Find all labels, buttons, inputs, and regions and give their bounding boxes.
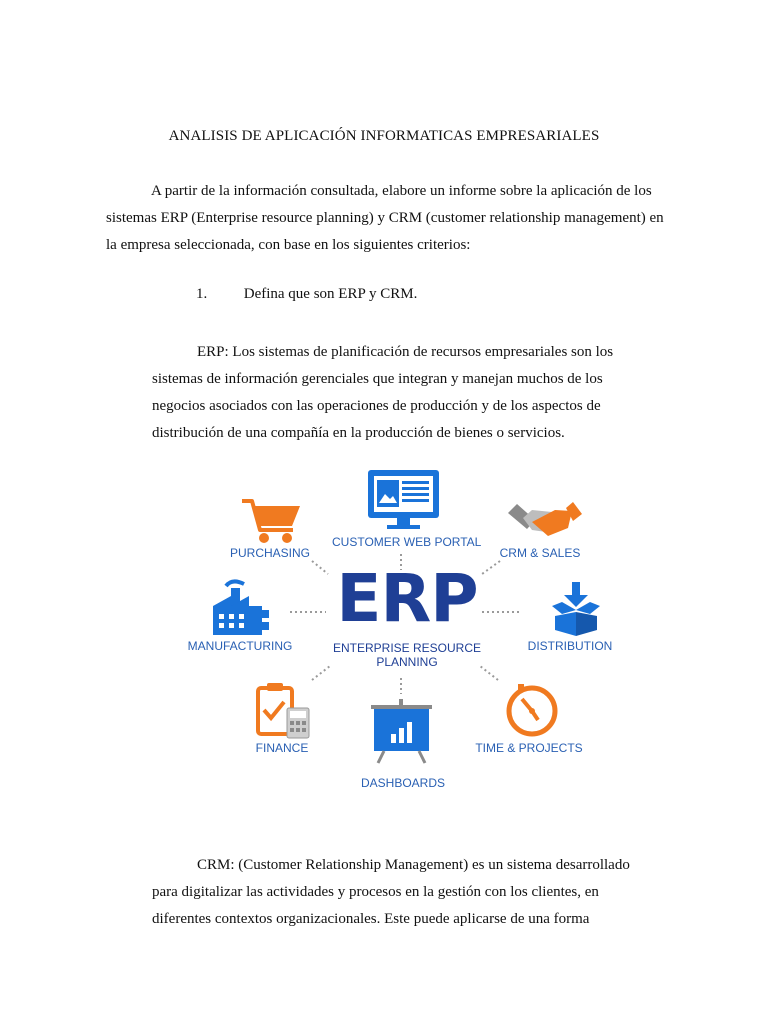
erp-center-title: ERP xyxy=(336,560,478,637)
purchasing-label: PURCHASING xyxy=(229,546,310,560)
presentation-board-icon xyxy=(371,699,432,763)
crm-paragraph: CRM: (Customer Relationship Management) es un sistema desarrollado para digitalizar las actividades y procesos en la gestión con los clientes, en diferentes contextos organizacionales. Este puede aplicarse de una forma xyxy=(152,857,630,927)
clipboard-calculator-icon xyxy=(258,683,309,738)
dashboards-label: DASHBOARDS xyxy=(360,776,446,790)
distribution-label: DISTRIBUTION xyxy=(527,639,613,653)
page-title: ANALISIS DE APLICACIÓN INFORMATICAS EMPRESARIALES xyxy=(168,128,600,144)
factory-icon xyxy=(213,581,269,635)
customer-web-portal-label: CUSTOMER WEB PORTAL xyxy=(332,535,482,549)
intro-paragraph: A partir de la información consultada, elabore un informe sobre la aplicación de los sistemas ERP (Enterprise resource planning) y CRM (customer relationship management) en la empresa seleccionada, con base en los siguientes criterios: xyxy=(106,183,664,253)
list-item-number: 1. xyxy=(196,286,208,302)
crm-sales-label: CRM & SALES xyxy=(499,546,581,560)
finance-label: FINANCE xyxy=(255,741,309,755)
handshake-icon xyxy=(508,502,582,536)
list-item-text: Defina que son ERP y CRM. xyxy=(243,286,418,302)
time-projects-label: TIME & PROJECTS xyxy=(475,741,583,755)
monitor-icon xyxy=(368,470,439,529)
manufacturing-label: MANUFACTURING xyxy=(187,639,293,653)
list-item xyxy=(196,286,417,303)
clock-icon xyxy=(509,684,555,734)
erp-paragraph: ERP: Los sistemas de planificación de recursos empresariales son los sistemas de información gerenciales que integran y manejan muchos de los negocios asociados con las operaciones de producción y de los aspectos de distribución de una compañía en la producción de bienes o servicios. xyxy=(152,344,614,441)
erp-diagram xyxy=(180,458,613,803)
box-icon xyxy=(552,582,600,636)
shopping-cart-icon xyxy=(242,501,300,543)
erp-center-subtitle: ENTERPRISE RESOURCE PLANNING xyxy=(332,641,482,669)
